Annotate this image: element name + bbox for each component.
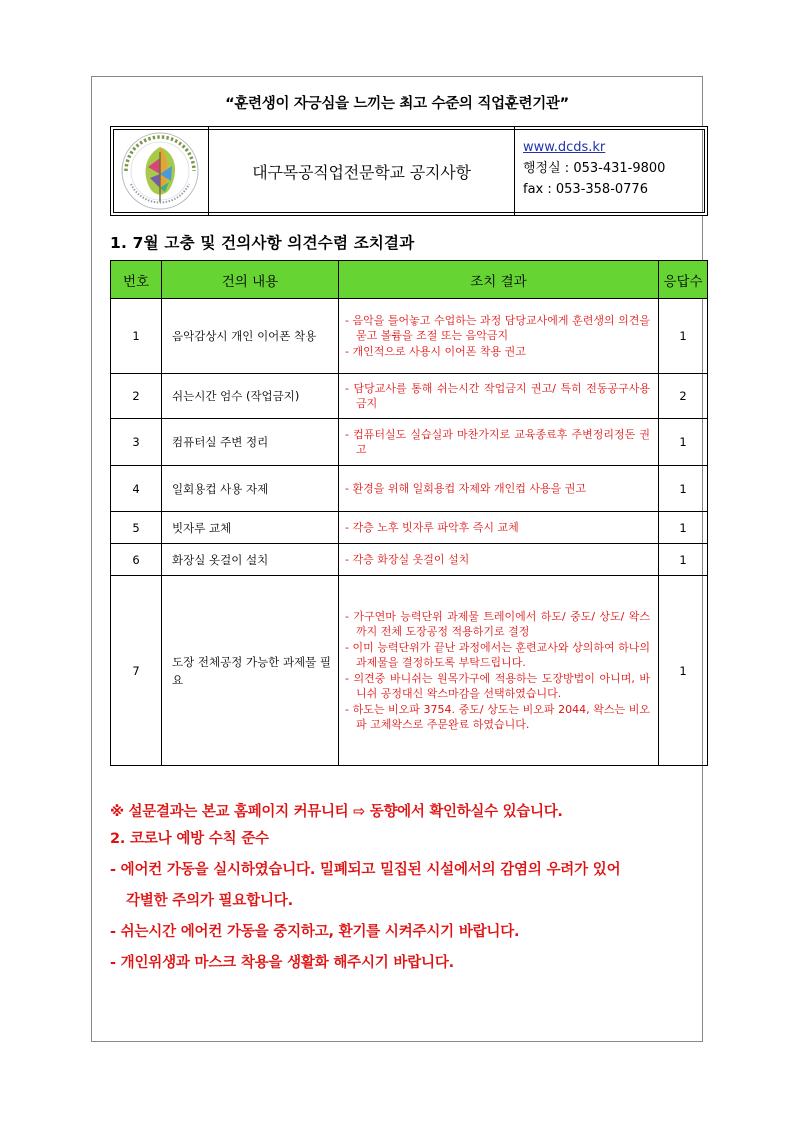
covid-section xyxy=(110,824,700,979)
action-line: - 의견중 바니쉬는 원목가구에 적용하는 도장방법이 아니며, 바니쉬 공정대신 왁스마감을 선택하였습니다. xyxy=(345,671,650,702)
row-count: 1 xyxy=(659,512,708,544)
row-num: 2 xyxy=(111,374,162,419)
notice-title: 대구목공직업전문학교 공지사항 xyxy=(209,127,515,215)
row-item: 일회용컵 사용 자제 xyxy=(162,466,339,512)
row-count: 1 xyxy=(659,544,708,576)
contact-info xyxy=(515,127,707,215)
table-row xyxy=(111,374,708,419)
row-item: 컴퓨터실 주변 정리 xyxy=(162,419,339,466)
table-row xyxy=(111,466,708,512)
row-num: 1 xyxy=(111,299,162,374)
row-action xyxy=(339,544,659,576)
survey-note: ※ 설문결과는 본교 홈페이지 커뮤니티 ⇨ 동향에서 확인하실수 있습니다. xyxy=(110,804,563,820)
row-action xyxy=(339,299,659,374)
row-num: 6 xyxy=(111,544,162,576)
row-item: 빗자루 교체 xyxy=(162,512,339,544)
row-count: 2 xyxy=(659,374,708,419)
header-num: 번호 xyxy=(111,261,162,299)
row-item: 쉬는시간 엄수 (작업금지) xyxy=(162,374,339,419)
header-item: 건의 내용 xyxy=(162,261,339,299)
row-action xyxy=(339,419,659,466)
table-row xyxy=(111,544,708,576)
results-table xyxy=(110,260,708,766)
covid-rule-continued: 각별한 주의가 필요합니다. xyxy=(126,893,293,909)
action-line: - 이미 능력단위가 끝난 과정에서는 훈련교사와 상의하여 하나의 과제물을 결정하도록 부탁드립니다. xyxy=(345,640,650,671)
row-num: 7 xyxy=(111,576,162,766)
section1-title: 1. 7월 고충 및 건의사항 의견수렴 조치결과 xyxy=(110,234,415,252)
table-row xyxy=(111,512,708,544)
action-line: - 환경을 위해 일회용컵 자제와 개인컵 사용을 권고 xyxy=(345,481,650,497)
fax-number: fax : 053-358-0776 xyxy=(523,182,648,197)
row-num: 5 xyxy=(111,512,162,544)
row-item: 화장실 옷걸이 설치 xyxy=(162,544,339,576)
row-count: 1 xyxy=(659,576,708,766)
covid-rule: - 에어컨 가동을 실시하였습니다. 밀폐되고 밀집된 시설에서의 감염의 우려가 있어 xyxy=(110,862,621,878)
table-row xyxy=(111,576,708,766)
row-count: 1 xyxy=(659,299,708,374)
action-line: - 가구연마 능력단위 과제물 트레이에서 하도/ 중도/ 상도/ 왁스까지 전체 도장공정 적용하기로 결정 xyxy=(345,609,650,640)
covid-rule: - 쉬는시간 에어컨 가동을 중지하고, 환기를 시켜주시기 바랍니다. xyxy=(110,924,520,940)
office-phone: 행정실 : 053-431-9800 xyxy=(523,161,666,176)
table-row xyxy=(111,299,708,374)
action-line: - 각층 화장실 옷걸이 설치 xyxy=(345,552,650,568)
table-header-row xyxy=(111,261,708,299)
school-logo xyxy=(111,127,209,215)
action-line: - 개인적으로 사용시 이어폰 착용 권고 xyxy=(345,344,650,360)
row-num: 3 xyxy=(111,419,162,466)
action-line: - 하도는 비오파 3754. 중도/ 상도는 비오파 2044, 왁스는 비오파 고체왁스로 주문완료 하였습니다. xyxy=(345,702,650,733)
header-action: 조치 결과 xyxy=(339,261,659,299)
leaf-logo-icon xyxy=(119,130,201,212)
action-line: - 담당교사를 통해 쉬는시간 작업금지 권고/ 특히 전동공구사용금지 xyxy=(345,381,650,412)
row-num: 4 xyxy=(111,466,162,512)
action-line: - 음악을 틀어놓고 수업하는 과정 담당교사에게 훈련생의 의견을 묻고 볼륨을 조절 또는 음악금지 xyxy=(345,313,650,344)
row-item: 음악감상시 개인 이어폰 착용 xyxy=(162,299,339,374)
header-count: 응답수 xyxy=(659,261,708,299)
header-box xyxy=(110,126,708,216)
section2-title: 2. 코로나 예방 수칙 준수 xyxy=(110,831,269,847)
covid-rule: - 개인위생과 마스크 착용을 생활화 해주시기 바랍니다. xyxy=(110,955,454,971)
row-action xyxy=(339,374,659,419)
row-action xyxy=(339,512,659,544)
action-line: - 컴퓨터실도 실습실과 마찬가지로 교육종료후 주변정리정돈 권고 xyxy=(345,427,650,458)
action-line: - 각층 노후 빗자루 파악후 즉시 교체 xyxy=(345,520,650,536)
table-row xyxy=(111,419,708,466)
row-item: 도장 전체공정 가능한 과제물 필요 xyxy=(162,576,339,766)
row-count: 1 xyxy=(659,466,708,512)
website-link[interactable]: www.dcds.kr xyxy=(523,140,606,155)
row-action xyxy=(339,576,659,766)
slogan: “훈련생이 자긍심을 느끼는 최고 수준의 직업훈련기관” xyxy=(225,96,569,112)
row-action xyxy=(339,466,659,512)
row-count: 1 xyxy=(659,419,708,466)
